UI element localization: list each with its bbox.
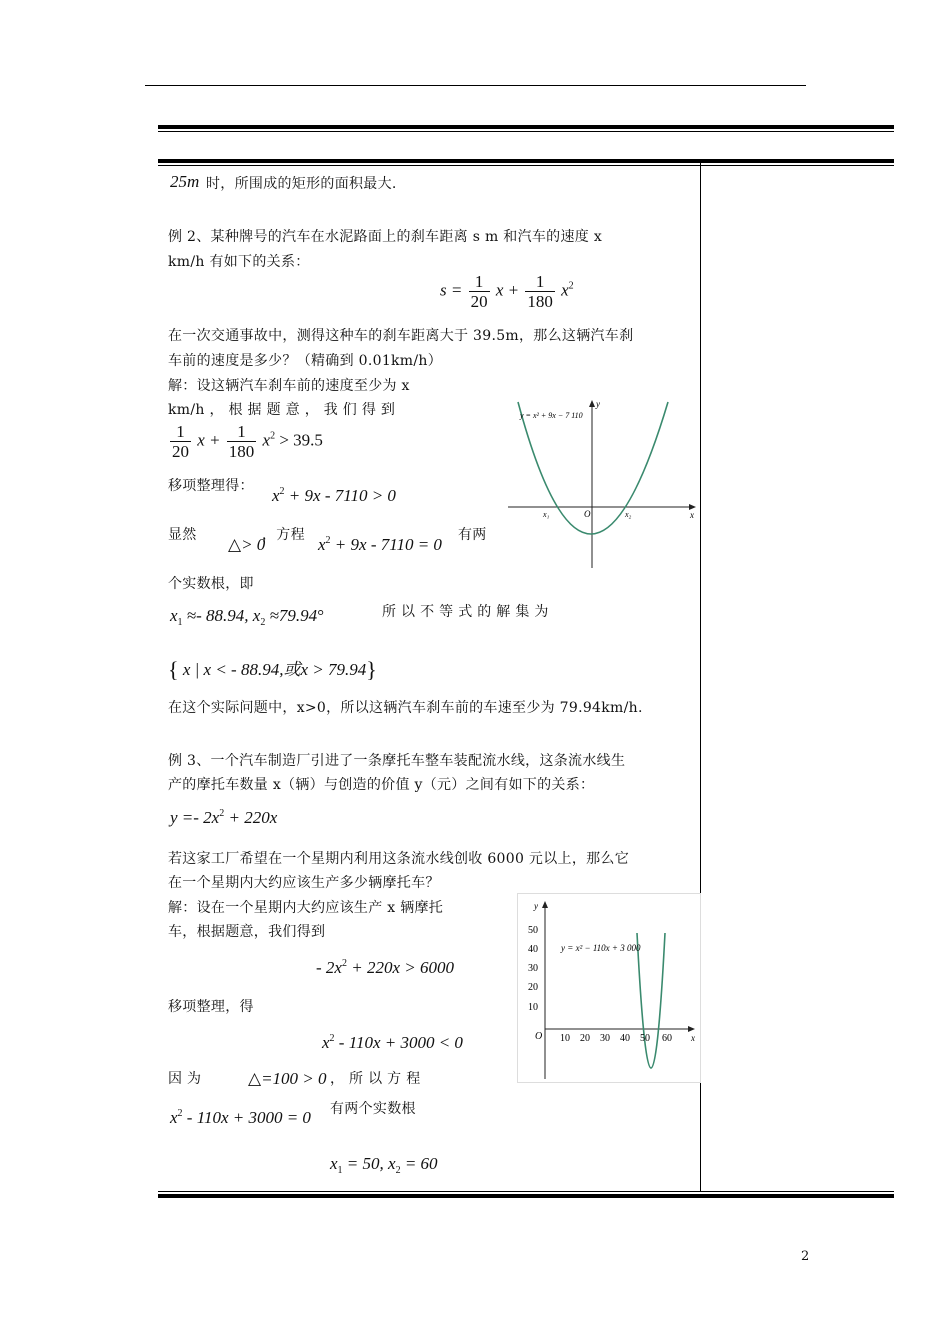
sol3-roots: $x_1 = 50$, $x_2 = 60$: [330, 1154, 438, 1176]
sol2-deg: °: [317, 606, 324, 625]
ex2-frac1-num: 1: [469, 272, 490, 292]
sol2-delta: △> 0: [228, 535, 266, 554]
sol3-roots-b: = 60: [404, 1154, 438, 1173]
sol2-ineq2: $x^2 + 9x - 7110 > 0$: [272, 486, 396, 505]
graph1-y-arrow: [589, 400, 595, 407]
ex2-frac2-num: 1: [525, 272, 555, 292]
graph2-y-label: y: [534, 901, 538, 911]
sol2-ineq1-tail: > 39.5: [279, 430, 323, 450]
ex3-line1: 例 3、一个汽车制造厂引进了一条摩托车整车装配流水线，这条流水线生: [168, 753, 626, 769]
graph1-figure: [506, 396, 700, 570]
graph2-curve: [637, 933, 665, 1068]
sol2-eq-label: ，方程: [262, 527, 305, 543]
graph2-x-ticks: [560, 1033, 672, 1044]
sol2-roots: $x_1 \approx- 88.94$, $x_2 \approx 79.94^\circ$: [170, 606, 324, 628]
sol3-two: 有两个实数根: [330, 1101, 416, 1117]
graph1-curve: [518, 402, 668, 534]
sol2-obvious: 显然: [168, 527, 197, 543]
sol3-ineq2: $x^2 - 110x + 3000 < 0$: [322, 1033, 463, 1052]
graph2-xtick-40: 40: [620, 1033, 630, 1044]
graph2-xtick-60: 60: [662, 1033, 672, 1044]
table-row-rule-thick: [158, 159, 894, 163]
sol2-frac1-num: 1: [170, 422, 191, 442]
sol2-soln-word: 所 以 不 等 式 的 解 集 为: [382, 604, 549, 620]
sol3-eq: $x^2 - 110x + 3000 = 0$: [170, 1108, 311, 1127]
ex2-x1: x +: [495, 280, 520, 300]
ex2-frac1-den: 20: [470, 292, 488, 311]
ex2-line2: km/h 有如下的关系：: [168, 254, 310, 270]
sol3-delta: △=100 > 0: [248, 1069, 327, 1088]
sol2-move: 移项整理得：: [168, 478, 254, 494]
graph1-origin: O: [584, 509, 591, 519]
ex2-line4: 车前的速度是多少？（精确到 0.01km/h）: [168, 353, 443, 369]
graph2-x-arrow: [688, 1026, 695, 1032]
sol3-roots-a: = 50, x: [346, 1154, 396, 1173]
graph2-ytick-30: 30: [528, 963, 538, 974]
sol2-roots-b: ≈79.94: [269, 606, 318, 625]
ex2-frac2-den: 180: [527, 292, 553, 311]
graph2-xtick-50: 50: [640, 1033, 650, 1044]
ex3-line3: 若这家工厂希望在一个星期内利用这条流水线创收 6000 元以上，那么它: [168, 851, 630, 867]
page-number: 2: [801, 1249, 810, 1264]
header-thin-rule: [145, 85, 806, 86]
graph2-xtick-10: 10: [560, 1033, 570, 1044]
sol2-conclusion: 在这个实际问题中，x>0，所以这辆汽车刹车前的车速至少为 79.94km/h.: [168, 700, 643, 716]
ex2-x2: x: [561, 280, 569, 300]
cont-text: 时，所围成的矩形的面积最大.: [206, 176, 397, 192]
graph2-label: y = x² − 110x + 3 000: [561, 943, 641, 953]
sol2-set-body: x | x < - 88.94,或x > 79.94: [182, 660, 367, 679]
sol3-because: 因 为: [168, 1071, 202, 1087]
table-top-rule-thin: [158, 131, 894, 132]
sol2-frac1: [170, 422, 191, 461]
table-bottom-rule-thin: [158, 1191, 894, 1192]
ex2-frac1: [469, 272, 490, 311]
graph2-xtick-20: 20: [580, 1033, 590, 1044]
sol3-ineq1: - $2x^2 + 220x > 6000$: [316, 958, 454, 977]
ex3-formula: $y =- 2x^2 + 220x$: [170, 808, 278, 827]
ex2-sup2: 2: [568, 280, 574, 292]
ex2-formula-lhs: s =: [440, 280, 463, 300]
ex3-formula-a: y =- 2x: [170, 808, 220, 827]
table-top-rule-thick: [158, 125, 894, 129]
ex3-line2: 产的摩托车数量 x（辆）与创造的价值 y（元）之间有如下的关系：: [168, 777, 595, 793]
sol2-frac2-num: 1: [227, 422, 257, 442]
graph1-x-label: x: [690, 510, 694, 520]
sol2-frac2: [227, 422, 257, 461]
sol3-ineq1-a: - 2x: [316, 958, 342, 977]
sol2-eq-tail: + 9x - 7110 = 0: [334, 535, 442, 554]
graph2-ytick-40: 40: [528, 944, 538, 955]
graph1-x2: x₂: [625, 510, 632, 519]
sol2-line2: km/h ， 根 据 题 意 ， 我 们 得 到: [168, 402, 396, 418]
sol2-frac2-den: 180: [228, 442, 255, 461]
graph2-y-arrow: [542, 901, 548, 908]
sol3-line1: 解：设在一个星期内大约应该生产 x 辆摩托: [168, 900, 444, 916]
sol3-move: 移项整理，得: [168, 999, 254, 1015]
graph2-ytick-50: 50: [528, 925, 538, 936]
sol2-x1: x +: [197, 430, 221, 450]
sol2-ineq1: [168, 422, 323, 461]
ex3-formula-b: + 220x: [228, 808, 278, 827]
ex2-frac2: [525, 272, 555, 311]
graph2-y-ticks: [528, 925, 538, 1013]
sol3-so: ， 所 以 方 程: [330, 1071, 421, 1087]
sol2-roots-a: ≈- 88.94, x: [186, 606, 261, 625]
sol2-two: 有两: [458, 527, 487, 543]
sol2-frac1-den: 20: [172, 442, 189, 461]
sol2-eq: $x^2 + 9x - 7110 = 0$: [318, 535, 442, 554]
graph1-svg: [506, 396, 700, 570]
sol2-set: { x | x < - 88.94,或x > 79.94}: [168, 657, 377, 682]
sol2-ineq2-tail: + 9x - 7110 > 0: [288, 486, 396, 505]
table-bottom-rule-thick: [158, 1194, 894, 1198]
table-row-rule-thin: [158, 165, 894, 166]
ex2-line1: 例 2、某种牌号的汽车在水泥路面上的刹车距离 s m 和汽车的速度 x: [168, 229, 603, 245]
graph2-ytick-10: 10: [528, 1002, 538, 1013]
sol3-ineq1-b: + 220x > 6000: [351, 958, 454, 977]
ex2-formula: [440, 272, 574, 311]
sol2-x2: x: [262, 430, 271, 450]
graph2-x-label: x: [691, 1033, 695, 1043]
graph1-x1: x₁: [543, 510, 550, 519]
sol2-sup: 2: [270, 430, 276, 442]
sol2-roots-word: 个实数根，即: [168, 576, 254, 592]
cont-25m: 25m: [170, 172, 200, 191]
graph2-ytick-20: 20: [528, 982, 538, 993]
graph2-xtick-30: 30: [600, 1033, 610, 1044]
graph2-origin: O: [535, 1031, 543, 1042]
graph1-y-label: y: [596, 399, 600, 409]
sol3-line2: 车，根据题意，我们得到: [168, 924, 326, 940]
graph2-figure: [517, 893, 701, 1083]
graph1-label: y = x² + 9x − 7 110: [520, 411, 583, 420]
sol3-ineq2-tail: - 110x + 3000 < 0: [338, 1033, 463, 1052]
graph2-svg: [517, 893, 701, 1083]
sol2-line1: 解：设这辆汽车刹车前的速度至少为 x: [168, 378, 410, 394]
sol3-eq-tail: - 110x + 3000 = 0: [186, 1108, 311, 1127]
ex2-line3: 在一次交通事故中，测得这种车的刹车距离大于 39.5m，那么这辆汽车刹: [168, 328, 634, 344]
ex3-line4: 在一个星期内大约应该生产多少辆摩托车？: [168, 875, 440, 891]
